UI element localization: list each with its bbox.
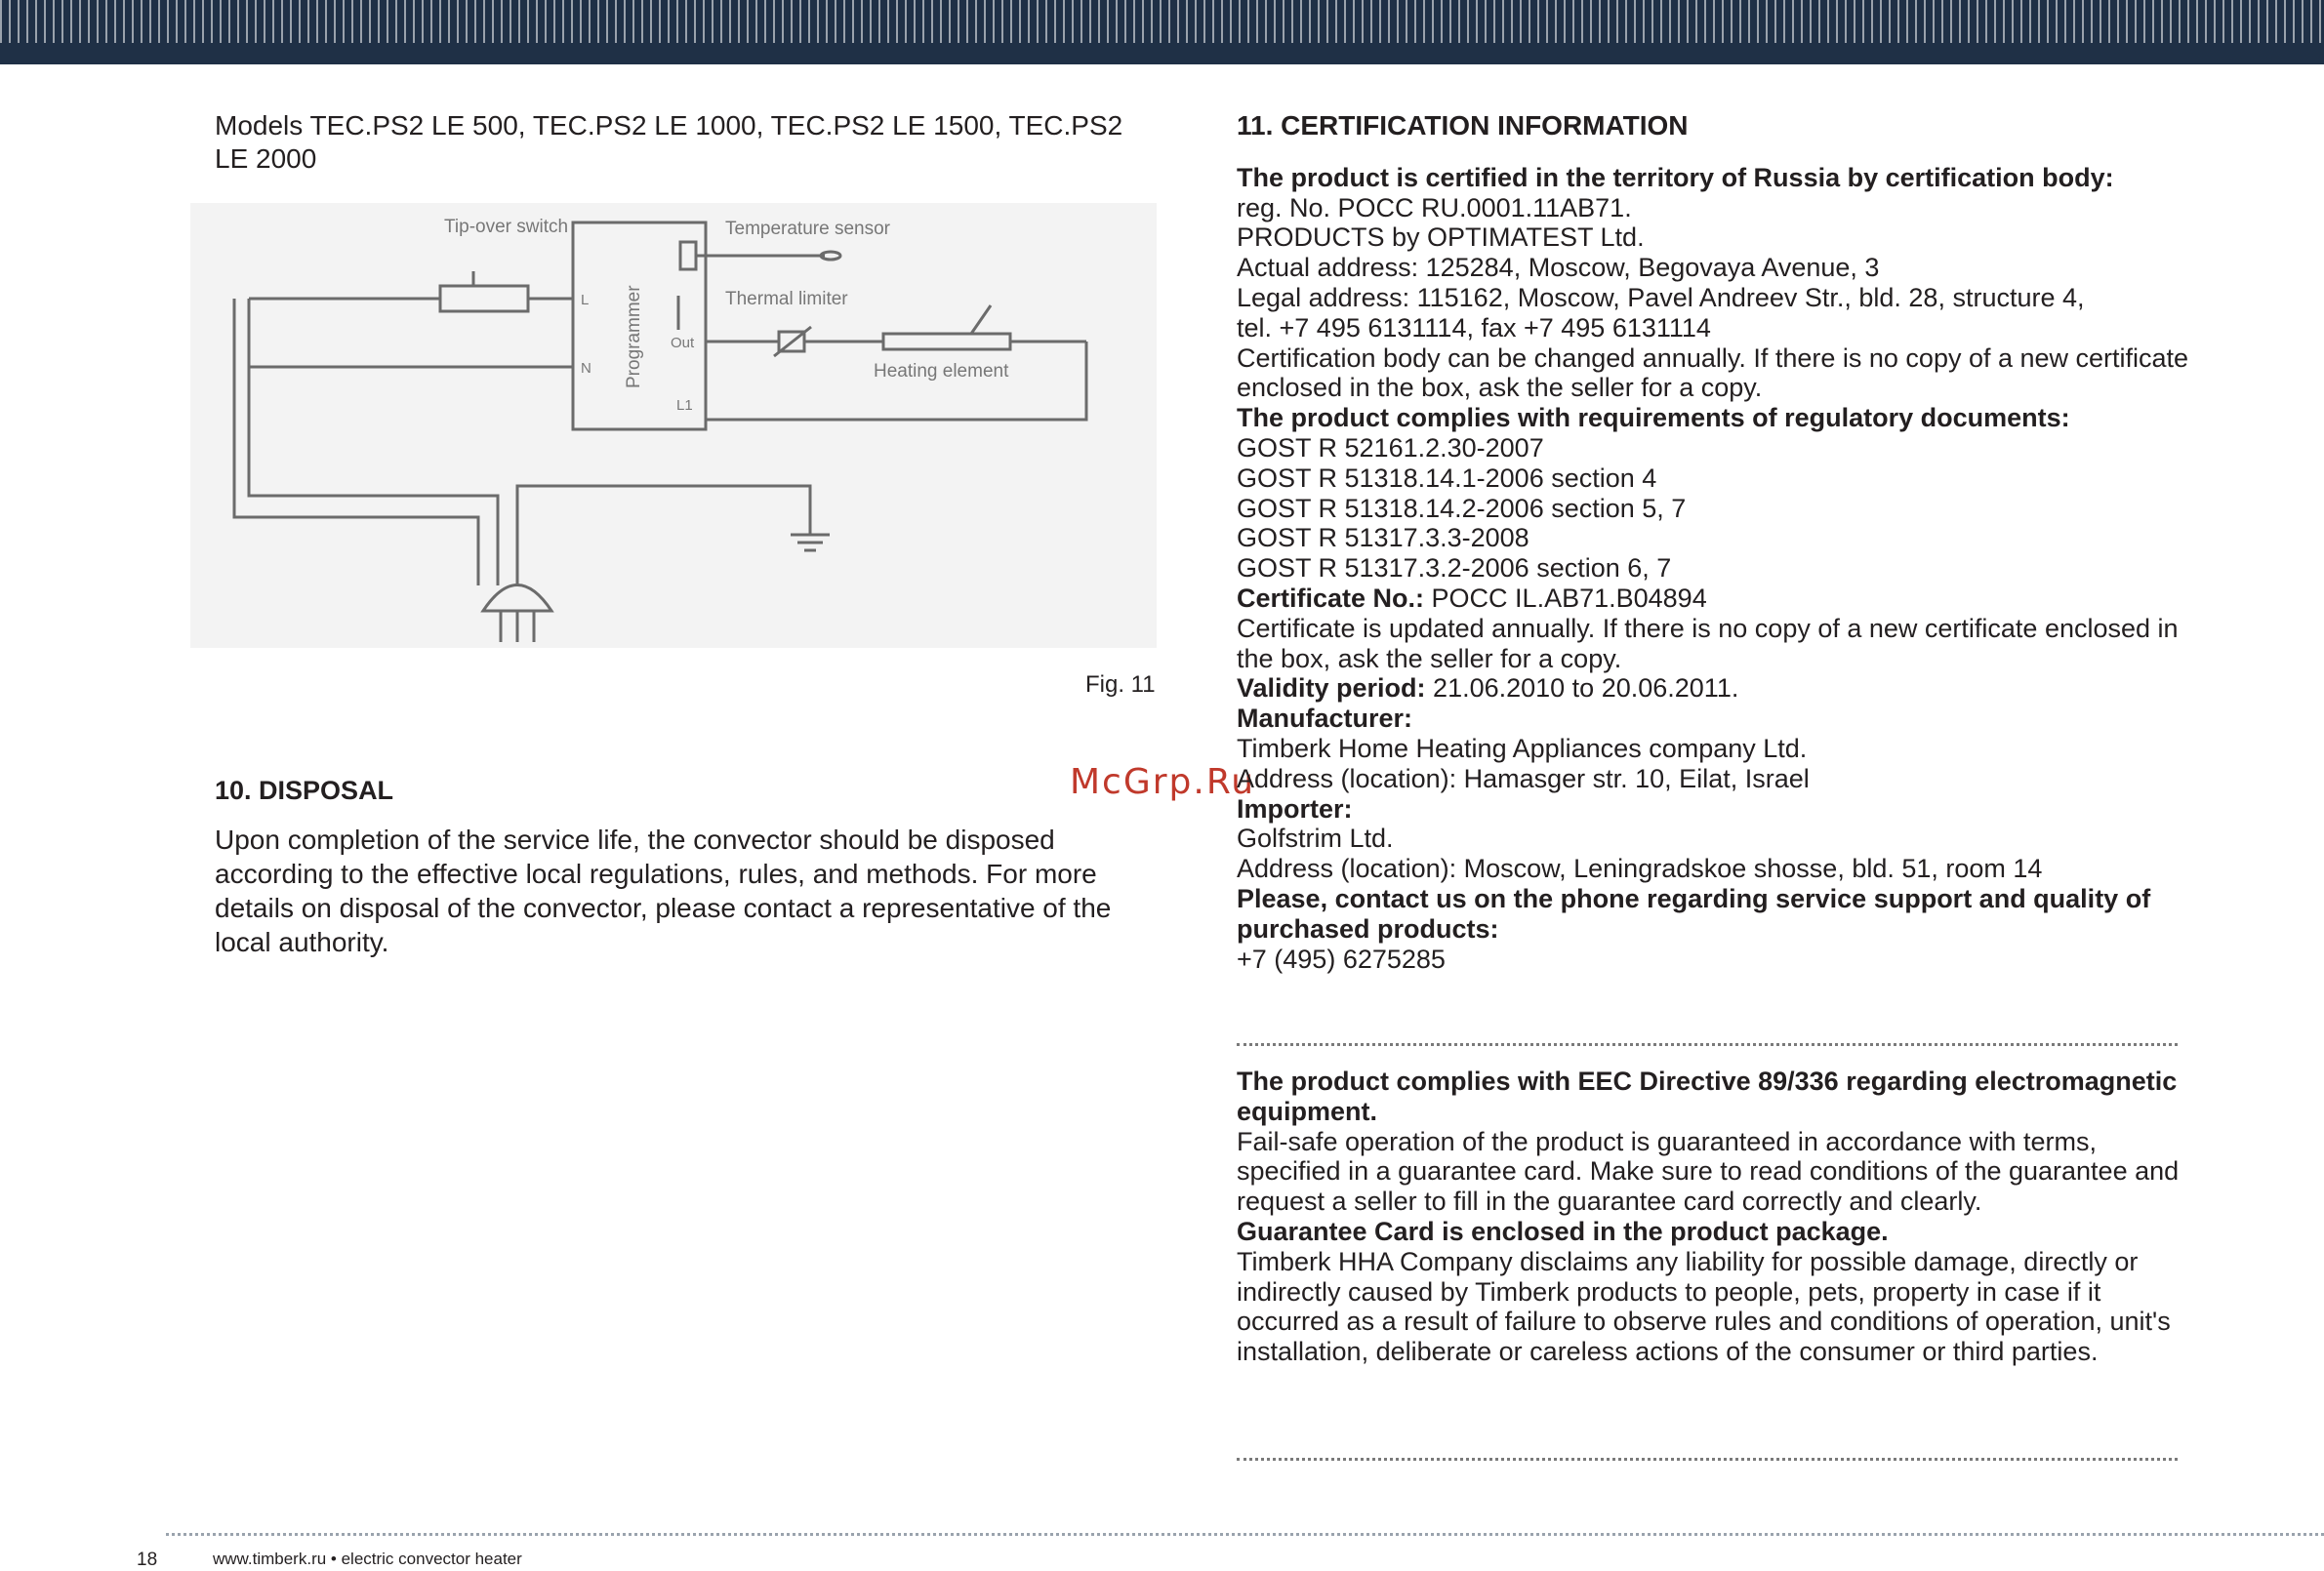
wire-ground (517, 486, 810, 585)
tipover-switch (440, 286, 528, 311)
eec-heading: The product complies with EEC Directive 89/336 regarding electromagnetic equipment. (1237, 1067, 2178, 1126)
guarantee-heading: Guarantee Card is enclosed in the product package. (1237, 1216, 1889, 1246)
importer-label: Importer: (1237, 793, 1353, 824)
label-tipover: Tip-over switch (444, 217, 569, 237)
certificate-update-note: Certificate is updated annually. If there is no copy of a new certificate enclosed in the box, ask the seller for a copy. (1237, 613, 2179, 673)
manufacturer-address: Address (location): Hamasger str. 10, Eilat, Israel (1237, 763, 1810, 793)
divider (1237, 1043, 2178, 1046)
certificate-number (1237, 584, 2193, 614)
validity-label: Validity period: (1237, 673, 1426, 704)
complies-heading: The product complies with requirements of regulatory documents: (1237, 403, 2070, 433)
label-temperature-sensor: Temperature sensor (725, 219, 890, 239)
telephone: tel. +7 495 6131114, fax +7 495 6131114 (1237, 312, 1711, 342)
manufacturer-label: Manufacturer: (1237, 704, 1413, 734)
gost-item: GOST R 51318.14.2-2006 section 5, 7 (1237, 493, 1687, 523)
gost-item: GOST R 51317.3.3-2008 (1237, 523, 1529, 553)
actual-address: Actual address: 125284, Moscow, Begovaya Avenue, 3 (1237, 253, 1880, 283)
eec-text: Fail-safe operation of the product is guaranteed in accordance with terms, specified in a guarantee card. Make sure to read conditions of the guarantee and request a seller to fill in the guarantee card correctly and clearly. (1237, 1126, 2180, 1217)
plug (483, 585, 551, 612)
heating-element (883, 334, 1010, 349)
page-number: 18 (137, 1550, 158, 1570)
label-l: L (581, 292, 590, 308)
label-l1: L1 (676, 397, 693, 414)
figure-caption: Fig. 11 (1085, 671, 1156, 698)
certificate-value: POCC IL.AB71.B04894 (1424, 583, 1707, 613)
gost-item: GOST R 51318.14.1-2006 section 4 (1237, 463, 1657, 493)
models-text: Models TEC.PS2 LE 500, TEC.PS2 LE 1000, TEC.PS2 LE 1500, TEC.PS2 LE 2000 (215, 110, 1123, 174)
divider (1237, 1458, 2178, 1461)
support-phone: +7 (495) 6275285 (1237, 944, 1446, 974)
legal-address: Legal address: 115162, Moscow, Pavel Andreev Str., bld. 28, structure 4, (1237, 282, 2085, 312)
certification-section (1237, 111, 2193, 974)
disposal-title: 10. DISPOSAL (215, 776, 394, 805)
reg-number: reg. No. POCC RU.0001.11AB71. (1237, 192, 1632, 222)
certified-heading: The product is certified in the territory of Russia by certification body: (1237, 162, 2114, 192)
eec-section (1237, 1067, 2193, 1367)
gost-item: GOST R 52161.2.30-2007 (1237, 432, 1544, 463)
validity-period (1237, 673, 2193, 704)
body-change-note: Certification body can be changed annually. If there is no copy of a new certificate enclosed in the box, ask the seller for a copy. (1237, 342, 2189, 403)
products-by: PRODUCTS by OPTIMATEST Ltd. (1237, 222, 1645, 253)
contact-heading: Please, contact us on the phone regarding service support and quality of purchased products: (1237, 883, 2151, 944)
certificate-label: Certificate No.: (1237, 583, 1425, 613)
label-out: Out (671, 335, 695, 351)
wiring-diagram-svg (190, 203, 1157, 648)
importer-address: Address (location): Moscow, Leningradskoe shosse, bld. 51, room 14 (1237, 854, 2043, 884)
wire-loop-left (249, 299, 498, 585)
disposal-text: Upon completion of the service life, the convector should be disposed according to the effective local regulations, rules, and methods. For more details on disposal of the convector, please contact a representative of the local authority. (215, 825, 1112, 957)
watermark: McGrp.Ru (1070, 762, 1256, 802)
wiring-diagram (190, 203, 1157, 648)
certification-title: 11. CERTIFICATION INFORMATION (1237, 110, 1689, 141)
footer-divider (166, 1533, 2324, 1536)
label-n: N (581, 360, 591, 377)
gost-item: GOST R 51317.3.2-2006 section 6, 7 (1237, 553, 1672, 584)
models-block (215, 109, 1142, 176)
footer-text: www.timberk.ru • electric convector heater (213, 1550, 522, 1568)
importer-name: Golfstrim Ltd. (1237, 824, 1394, 854)
manufacturer-name: Timberk Home Heating Appliances company Ltd. (1237, 733, 1808, 763)
label-heating-element: Heating element (874, 361, 1009, 382)
sensor-block (680, 242, 696, 269)
label-programmer: Programmer (624, 285, 644, 388)
validity-value: 21.06.2010 to 20.06.2011. (1425, 673, 1739, 704)
label-thermal-limiter: Thermal limiter (725, 289, 848, 309)
header-bar (0, 0, 2324, 64)
liability-text: Timberk HHA Company disclaims any liability for possible damage, directly or indirectly caused by Timberk products to people, pets, property in case if it occurred as a result of failure to observe rules and conditions of operation, unit's installation, deliberate or careless actions of the consumer or third parties. (1237, 1246, 2171, 1367)
wire-loop-outer (234, 299, 478, 585)
